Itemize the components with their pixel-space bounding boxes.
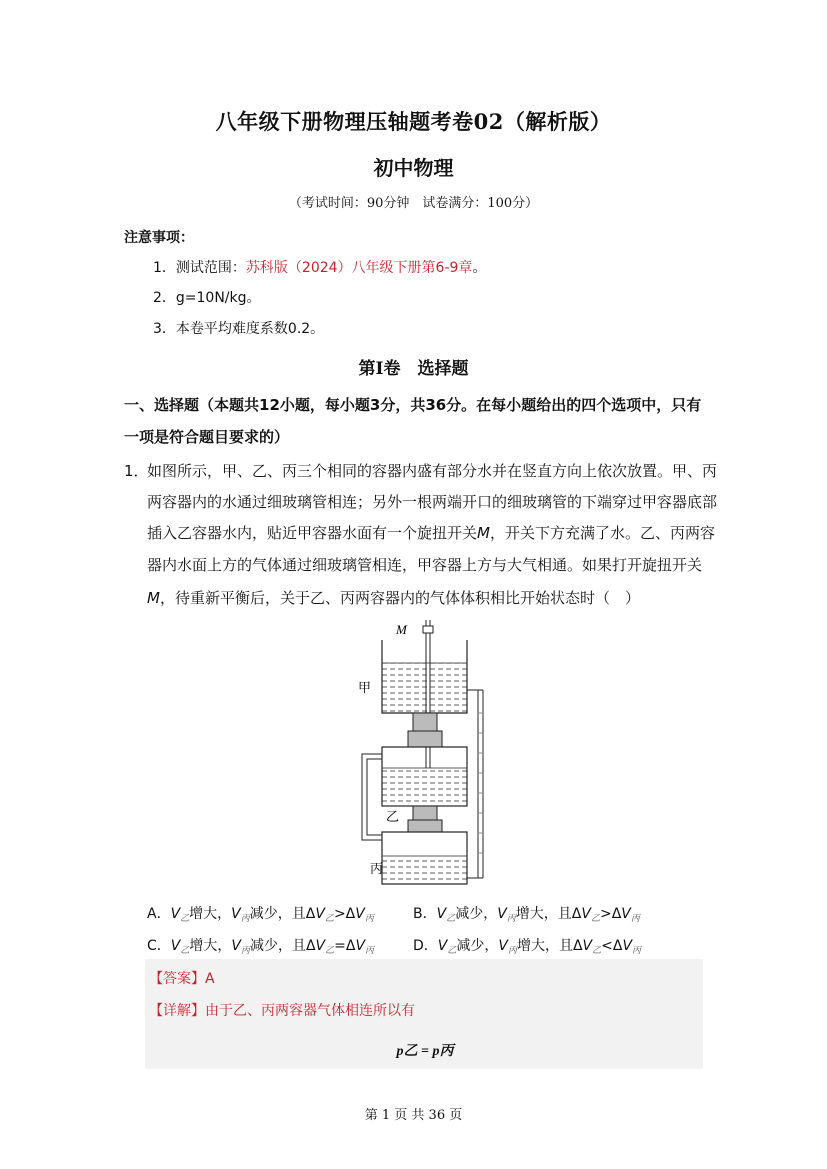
option-c[interactable]: C．$V_乙$增大，$V_丙$减少，且$\Delta V_乙=\Delta V_丙$: [147, 938, 375, 956]
question-line-2: 两容器内的水通过细玻璃管相连；另外一根两端开口的细玻璃管的下端穿过甲容器底部: [147, 493, 718, 511]
label-yi: 乙: [386, 810, 400, 825]
part-instruction-line2: 一项是符合题目要求的）: [124, 428, 290, 446]
answer-label: 【答案】A: [149, 971, 215, 987]
page-title: 八年级下册物理压轴题考卷02（解析版）: [215, 109, 612, 134]
notice-item-1: 1．测试范围：苏科版（2024）八年级下册第6-9章。: [153, 260, 487, 276]
question-line-4: 器内水面上方的气体通过细玻璃管相连，甲容器上方与大气相通。如果打开旋扭开关: [147, 556, 703, 574]
option-a[interactable]: A．$V_乙$增大，$V_丙$减少，且$\Delta V_乙>\Delta V_丙$: [147, 906, 374, 924]
answer-formula: p乙 = p丙: [396, 1044, 454, 1059]
page-footer: 第 1 页 共 36 页: [364, 1108, 463, 1123]
switch-m-icon: [423, 626, 433, 633]
question-number: 1．: [124, 462, 149, 480]
option-b[interactable]: B．$V_乙$减少，$V_丙$增大，且$\Delta V_乙>\Delta V_丙$: [413, 906, 640, 924]
option-d[interactable]: D．$V_乙$减少，$V_丙$增大，且$\Delta V_乙<\Delta V_丙$: [413, 938, 642, 956]
label-jia: 甲: [358, 681, 372, 696]
page-subtitle: 初中物理: [373, 156, 454, 180]
part-instruction-line1: 一、选择题（本题共12小题，每小题3分，共36分。在每小题给出的四个选项中，只有: [124, 396, 702, 414]
label-m: M: [396, 622, 407, 637]
notice-item-2: 2．g=10N/kg。: [153, 290, 261, 306]
section-title: 第Ⅰ卷 选择题: [358, 359, 469, 379]
question-line-5: M，待重新平衡后，关于乙、丙两容器内的气体体积相比开始状态时（ ）: [147, 589, 640, 607]
question-line-3: 插入乙容器水内，贴近甲容器水面有一个旋扭开关M，开关下方充满了水。乙、丙两容: [147, 524, 715, 542]
exam-meta: （考试时间：90分钟 试卷满分：100分）: [288, 196, 539, 211]
label-bing: 丙: [370, 862, 384, 877]
test-scope: 苏科版（2024）八年级下册第6-9章: [245, 260, 473, 276]
question-line-1: 如图所示，甲、乙、丙三个相同的容器内盛有部分水并在竖直方向上依次放置。甲、丙: [147, 462, 718, 480]
container-diagram: [350, 618, 500, 890]
answer-detail: 【详解】由于乙、丙两容器气体相连所以有: [149, 1003, 415, 1019]
notice-item-3: 3．本卷平均难度系数0.2。: [153, 321, 325, 337]
notice-heading: 注意事项：: [124, 230, 194, 246]
